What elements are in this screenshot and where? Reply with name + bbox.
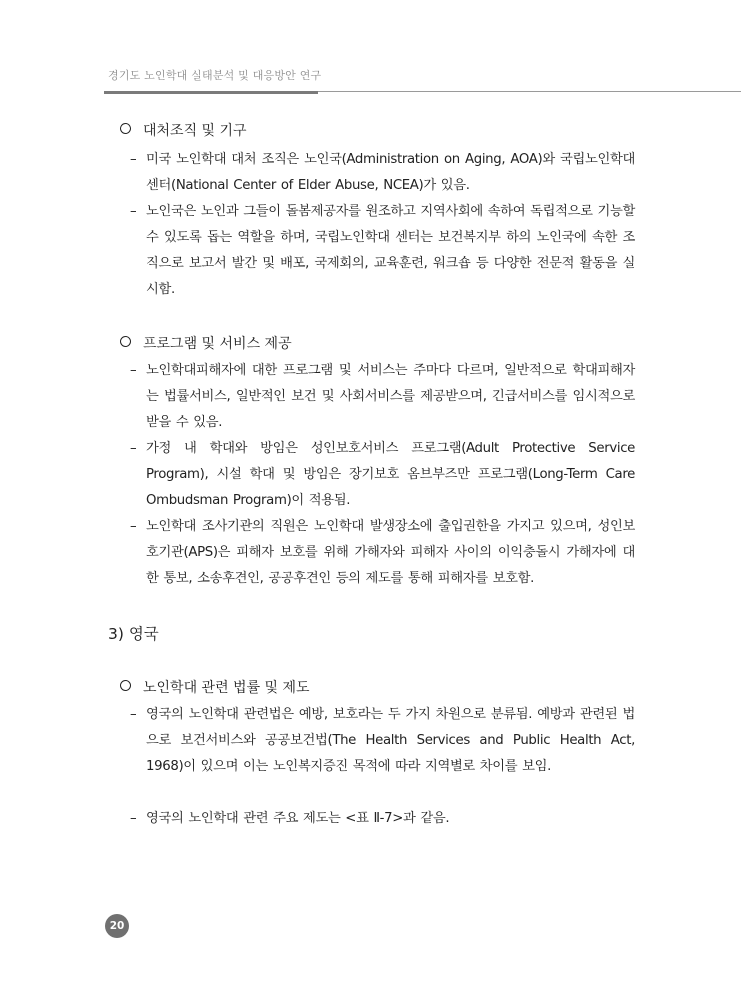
dash-bullet-icon: – xyxy=(130,441,137,456)
dash-bullet-icon: – xyxy=(130,363,137,378)
section-heading-uk: 3) 영국 xyxy=(108,625,159,643)
running-header-title: 경기도 노인학대 실태분석 및 대응방안 연구 xyxy=(108,69,322,82)
list-item xyxy=(130,436,635,514)
list-item-text: 가정 내 학대와 방임은 성인보호서비스 프로그램(Adult Protective Service Program), 시설 학대 및 방임은 장기보호 옴브부즈만 프로그램(Long-Term Care Ombudsman Program)이 적용됨. xyxy=(146,441,635,508)
circle-bullet-icon xyxy=(120,680,131,691)
dash-bullet-icon: – xyxy=(130,519,137,534)
bullet-heading-text: 노인학대 관련 법률 및 제도 xyxy=(143,680,310,696)
list-item xyxy=(130,358,635,436)
list-item-text: 노인학대 조사기관의 직원은 노인학대 발생장소에 출입권한을 가지고 있으며, 성인보호기관(APS)은 피해자 보호를 위해 가해자와 피해자 사이의 이익충돌시 가해자에 대한 통보, 소송후견인, 공공후견인 등의 제도를 통해 피해자를 보호함. xyxy=(146,519,635,586)
list-item-text: 노인국은 노인과 그들이 돌봄제공자를 원조하고 지역사회에 속하여 독립적으로 기능할 수 있도록 돕는 역할을 하며, 국립노인학대 센터는 보건복지부 하의 노인국에 속한 조직으로 보고서 발간 및 배포, 국제회의, 교육훈련, 워크숍 등 다양한 전문적 활동을 실시함. xyxy=(146,204,635,297)
bullet-heading-programs xyxy=(120,334,292,354)
bullet-heading-text: 프로그램 및 서비스 제공 xyxy=(143,336,292,352)
list-item-text: 노인학대피해자에 대한 프로그램 및 서비스는 주마다 다르며, 일반적으로 학대피해자는 법률서비스, 일반적인 보건 및 사회서비스를 제공받으며, 긴급서비스를 임시적으로 받을 수 있음. xyxy=(146,363,635,430)
dash-bullet-icon: – xyxy=(130,811,137,826)
circle-bullet-icon xyxy=(120,123,131,134)
page-number-badge: 20 xyxy=(105,914,129,938)
circle-bullet-icon xyxy=(120,336,131,347)
list-item-text: 미국 노인학대 대처 조직은 노인국(Administration on Aging, AOA)와 국립노인학대 센터(National Center of Elder Abuse, NCEA)가 있음. xyxy=(146,152,635,193)
bullet-heading-response-org xyxy=(120,121,247,141)
bullet-heading-text: 대처조직 및 기구 xyxy=(143,123,247,139)
list-item xyxy=(130,514,635,592)
bullet-heading-uk-law xyxy=(120,678,310,698)
list-item xyxy=(130,147,635,199)
list-item xyxy=(130,199,635,303)
dash-bullet-icon: – xyxy=(130,204,137,219)
dash-bullet-icon: – xyxy=(130,707,137,722)
list-item-text: 영국의 노인학대 관련법은 예방, 보호라는 두 가지 차원으로 분류됨. 예방과 관련된 법으로 보건서비스와 공공보건법(The Health Services and Public Health Act, 1968)이 있으며 이는 노인복지증진 목적에 따라 지역별로 차이를 보임. xyxy=(146,707,635,774)
list-item xyxy=(130,806,635,832)
list-item-text: 영국의 노인학대 관련 주요 제도는 <표 Ⅱ-7>과 같음. xyxy=(146,811,450,826)
header-rule-accent xyxy=(104,91,318,94)
list-item xyxy=(130,702,635,780)
dash-bullet-icon: – xyxy=(130,152,137,167)
